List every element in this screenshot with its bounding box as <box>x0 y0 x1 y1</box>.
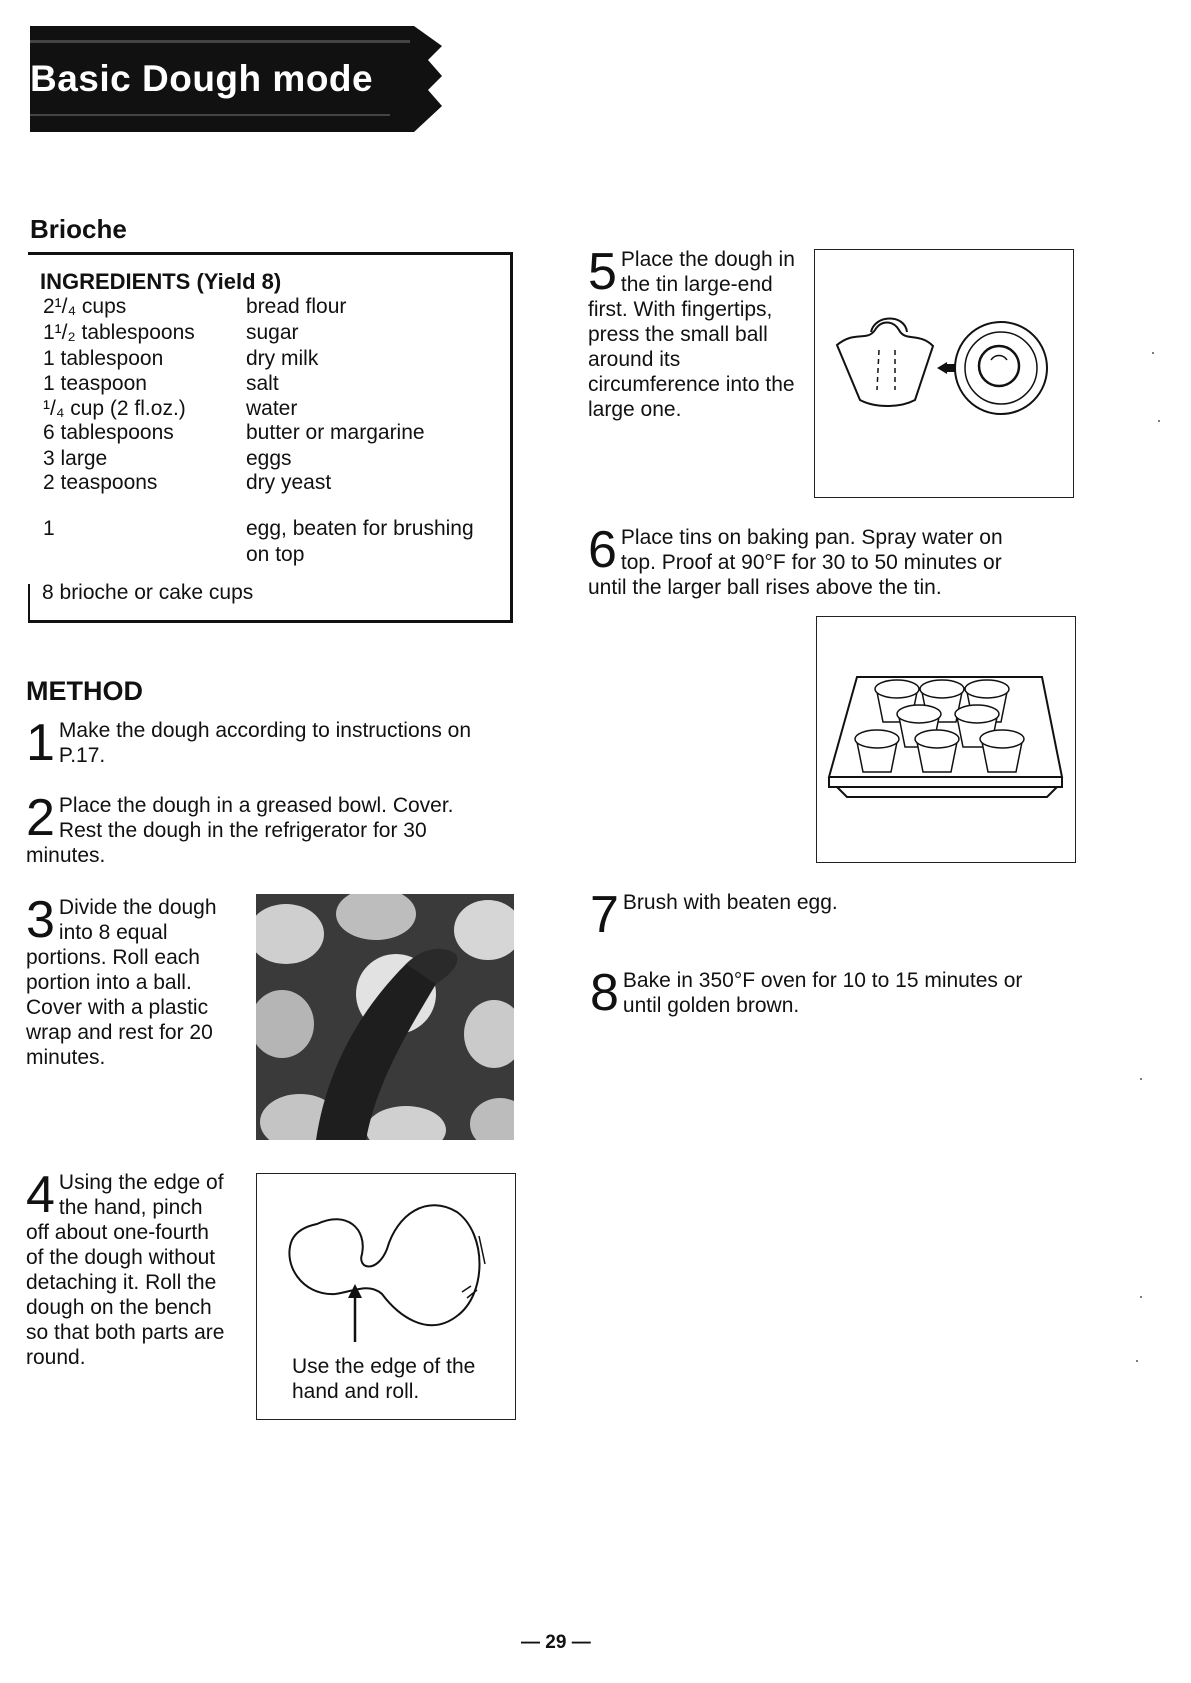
page-number: — 29 — <box>521 1632 591 1653</box>
step-7 <box>590 886 1030 944</box>
step-number: 4 <box>26 1166 55 1224</box>
arrow-right-icon <box>937 362 955 374</box>
scan-speck <box>1152 352 1154 354</box>
ingredients-heading: INGREDIENTS (Yield 8) <box>40 269 282 294</box>
step-5 <box>588 243 808 422</box>
step-3 <box>26 891 226 1070</box>
step-number: 2 <box>26 789 55 847</box>
scan-speck <box>1158 420 1160 422</box>
dough-balls-photo <box>256 894 514 1140</box>
step-4-figure <box>256 1173 516 1420</box>
step-number: 1 <box>26 714 55 772</box>
step-text: Bake in 350°F oven for 10 to 15 minutes or until golden brown. <box>622 969 1023 1017</box>
scan-speck <box>1140 1078 1142 1080</box>
scan-speck <box>1140 1296 1142 1298</box>
step-6 <box>588 521 1038 600</box>
scan-speck <box>1136 1360 1138 1362</box>
step-number: 5 <box>588 243 617 301</box>
ingredients-box: INGREDIENTS (Yield 8) 2¹/₄ cups bread flour 1¹/₂ tablespoons sugar 1 tablespoon dry milk 1 teaspoon salt ¹/₄ cup (2 fl.oz.) water 6 tablespoons butter or margarine 3 large eggs 2 teaspoons dry yeast 1 egg, beaten for brushing on top 8 brioche or cake cups <box>28 252 513 623</box>
baking-pan-illustration <box>816 616 1076 863</box>
step-text: Using the edge of the hand, pinch off about one-fourth of the dough without detaching it. Roll the dough on the bench so that both parts are round. <box>26 1171 225 1369</box>
figure-caption: Use the edge of the hand and roll. <box>292 1355 476 1403</box>
ingredient-extra-item-cont: on top <box>246 543 305 566</box>
step-number: 8 <box>590 964 619 1022</box>
step-number: 7 <box>590 886 619 944</box>
step-8 <box>590 964 1060 1022</box>
step-1 <box>26 714 506 772</box>
recipe-title: Brioche <box>30 214 127 244</box>
ingredient-extra-item: egg, beaten for brushing <box>246 517 474 540</box>
step-text: Make the dough according to instructions on P.17. <box>58 719 472 767</box>
step-text: Divide the dough into 8 equal portions. Roll each portion into a ball. Cover with a plastic wrap and rest for 20 minutes. <box>26 896 217 1069</box>
ingredient-extra-amount: 1 <box>43 517 55 540</box>
tin-illustration <box>814 249 1074 498</box>
page-title: Basic Dough mode <box>30 58 374 99</box>
ingredient-cups: 8 brioche or cake cups <box>42 581 254 604</box>
step-text: Place the dough in the tin large-end first. With fingertips, press the small ball around its circumference into the large one. <box>588 248 795 421</box>
step-text: Brush with beaten egg. <box>622 891 838 914</box>
dough-shape-illustration <box>257 1174 515 1344</box>
step-2 <box>26 789 486 868</box>
step-text: Place tins on baking pan. Spray water on top. Proof at 90°F for 30 to 50 minutes or until the larger ball rises above the tin. <box>588 526 1003 599</box>
step-4 <box>26 1166 226 1370</box>
step-number: 3 <box>26 891 55 949</box>
step-text: Place the dough in a greased bowl. Cover. Rest the dough in the refrigerator for 30 minutes. <box>26 794 454 867</box>
method-title: METHOD <box>26 676 143 706</box>
step-number: 6 <box>588 521 617 579</box>
